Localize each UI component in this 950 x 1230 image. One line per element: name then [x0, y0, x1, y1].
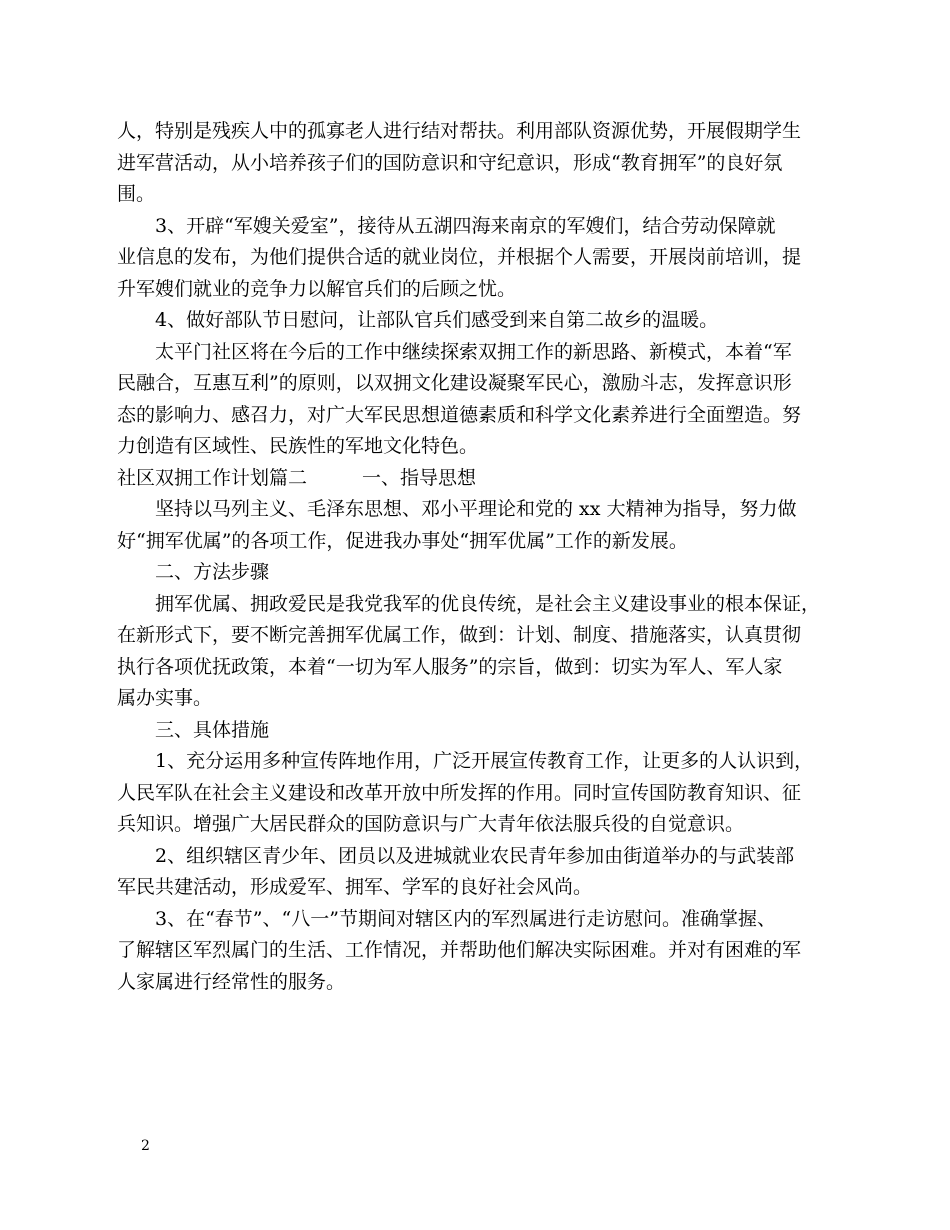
- document-body: [117, 116, 833, 998]
- page-number: 2: [141, 1138, 150, 1154]
- text-line: 坚持以马列主义、毛泽东思想、邓小平理论和党的 xx 大精神为指导，努力做: [117, 498, 797, 520]
- section-heading: [117, 463, 833, 495]
- text-line: 进军营活动，从小培养孩子们的国防意识和守纪意识，形成“教育拥军”的良好氛: [117, 151, 783, 174]
- text-line: 力创造有区域性、民族性的军地文化特色。: [117, 435, 479, 457]
- text-line: 人民军队在社会主义建设和改革开放中所发挥的作用。同时宣传国防教育知识、征: [117, 781, 802, 804]
- subheading-line: 二、方法步骤: [117, 561, 270, 583]
- text-line: 业信息的发布，为他们提供合适的就业岗位，并根据个人需要，开展岗前培训，提: [117, 246, 802, 268]
- text-line: 属办实事。: [117, 687, 213, 709]
- text-line: 民融合，互惠互利”的原则，以双拥文化建设凝聚军民心，激励斗志，发挥意识形: [117, 372, 792, 394]
- text-line: 军民共建活动，形成爱军、拥军、学军的良好社会风尚。: [117, 876, 593, 898]
- text-line: 3、在“春节”、“八一”节期间对辖区内的军烈属进行走访慰问。准确掌握、: [117, 907, 776, 930]
- text-line: 升军嫂们就业的竞争力以解官兵们的后顾之忧。: [117, 277, 517, 300]
- text-line: 3、开辟“军嫂关爱室”，接待从五湖四海来南京的军嫂们，结合劳动保障就: [117, 214, 776, 237]
- text-line: 在新形式下，要不断完善拥军优属工作，做到：计划、制度、措施落实，认真贯彻: [117, 624, 802, 646]
- text-line: 太平门社区将在今后的工作中继续探索双拥工作的新思路、新模式，本着“军: [117, 340, 792, 363]
- section-subheading: 一、指导思想: [362, 466, 477, 489]
- text-line: 1、充分运用多种宣传阵地作用，广泛开展宣传教育工作，让更多的人认识到，: [117, 750, 814, 772]
- text-line: 兵知识。增强广大居民群众的国防意识与广大青年依法服兵役的自觉意识。: [117, 813, 745, 835]
- text-line: 人家属进行经常性的服务。: [117, 970, 346, 993]
- section-title: 社区双拥工作计划篇二: [117, 466, 308, 489]
- text-line: 好“拥军优属”的各项工作，促进我办事处“拥军优属”工作的新发展。: [117, 529, 688, 552]
- text-line: 人，特别是残疾人中的孤寡老人进行结对帮扶。利用部队资源优势，开展假期学生: [117, 120, 802, 142]
- text-line: 执行各项优抚政策，本着“一切为军人服务”的宗旨，做到：切实为军人、军人家: [117, 655, 783, 678]
- subheading-line: 三、具体措施: [117, 718, 270, 741]
- text-line: 了解辖区军烈属门的生活、工作情况，并帮助他们解决实际困难。并对有困难的军: [117, 939, 802, 961]
- text-line: 态的影响力、感召力，对广大军民思想道德素质和科学文化素养进行全面塑造。努: [117, 403, 802, 426]
- text-line: 围。: [117, 183, 156, 205]
- text-line: 拥军优属、拥政爱民是我党我军的优良传统，是社会主义建设事业的根本保证，: [117, 592, 821, 615]
- text-line: 2、组织辖区青少年、团员以及进城就业农民青年参加由街道举办的与武装部: [117, 844, 795, 867]
- text-line: 4、做好部队节日慰问，让部队官兵们感受到来自第二故乡的温暖。: [117, 309, 719, 331]
